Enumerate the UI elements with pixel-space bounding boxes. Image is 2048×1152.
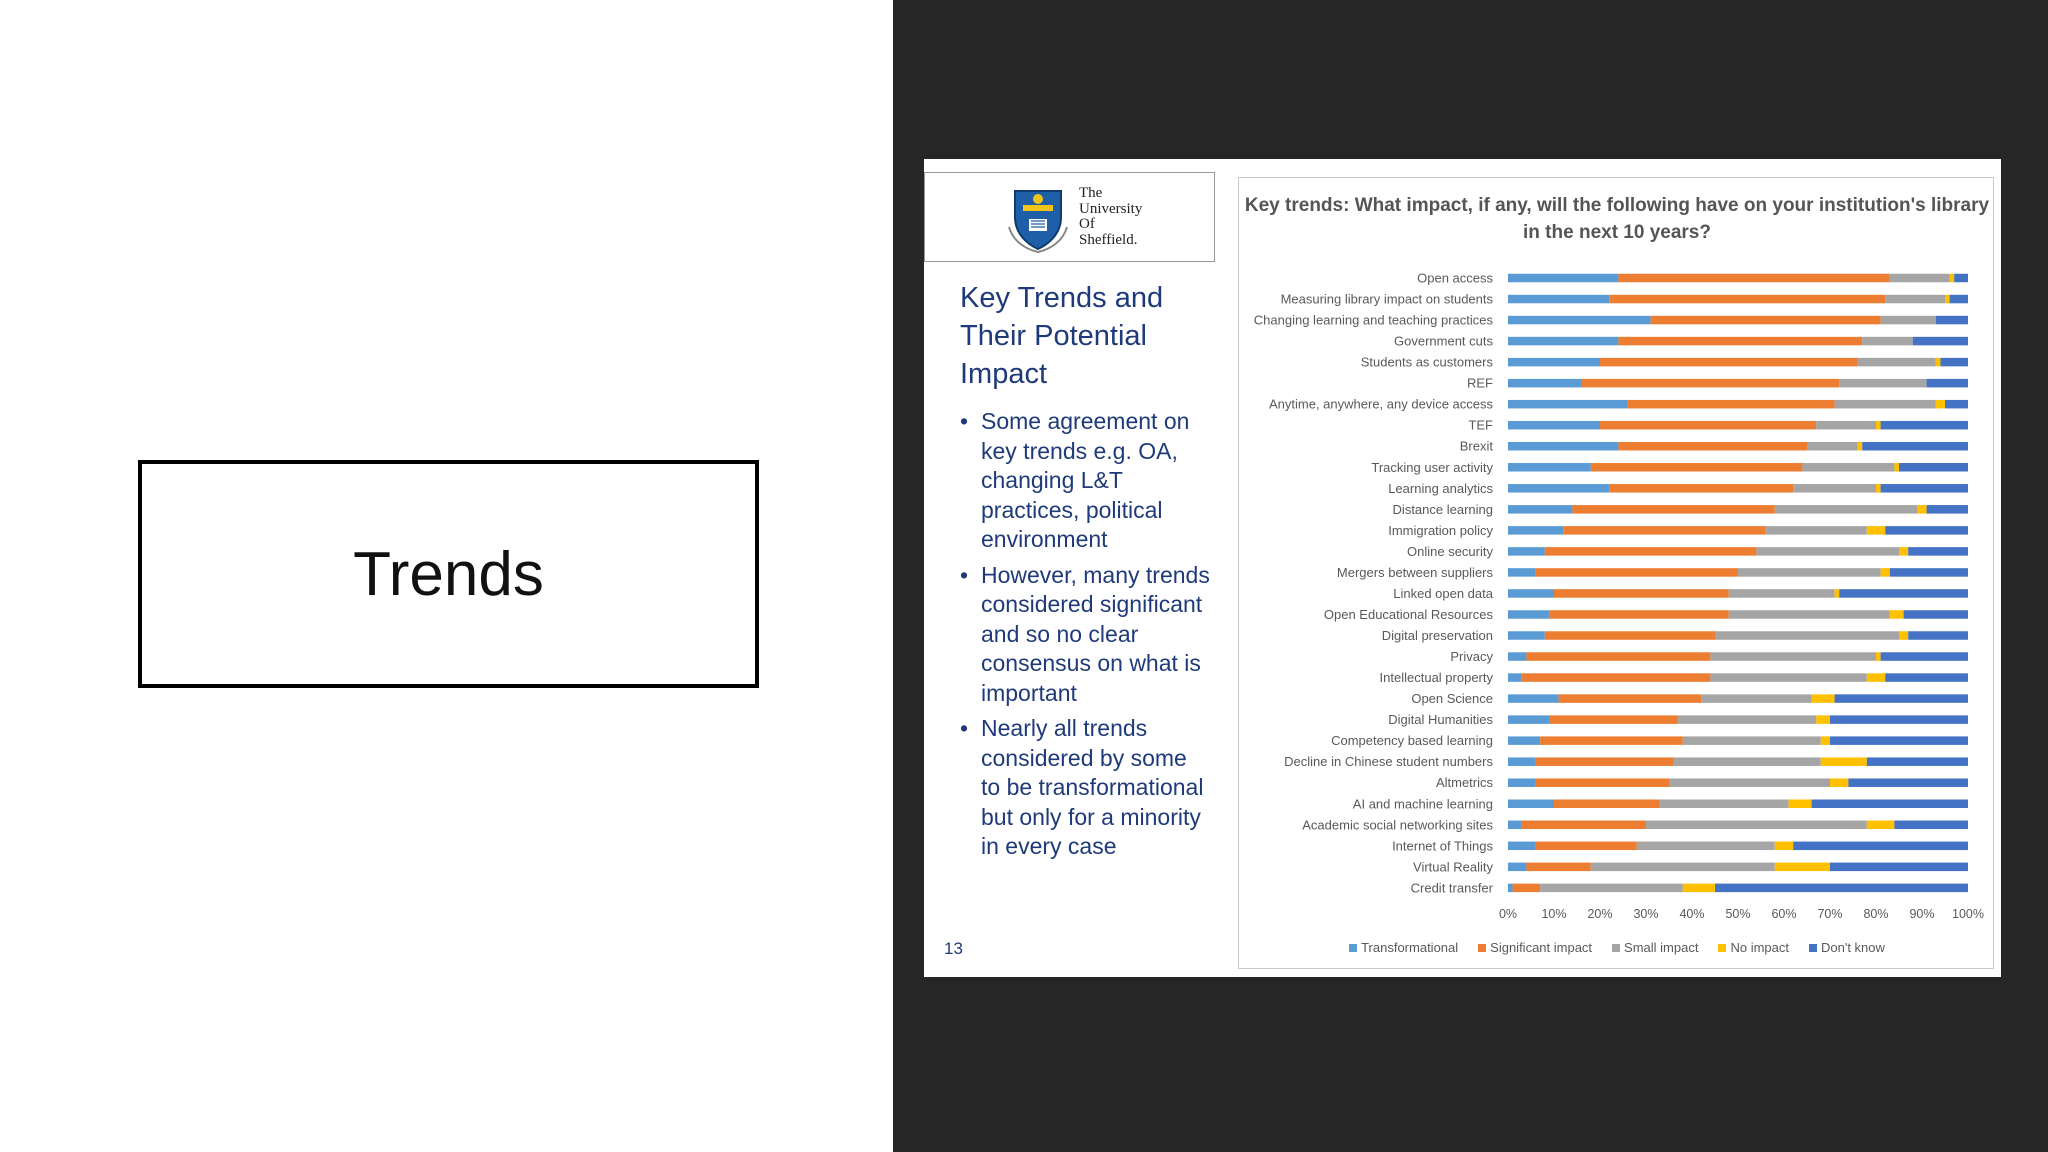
bar-segment (1618, 442, 1807, 451)
category-label: Credit transfer (1410, 880, 1493, 896)
bar-segment (1559, 694, 1702, 703)
bar-segment (1508, 800, 1554, 809)
bar-segment (1710, 673, 1866, 682)
category-label: Mergers between suppliers (1336, 564, 1493, 580)
bar-segment (1913, 337, 1968, 346)
bar-segment (1885, 295, 1945, 304)
bar-segment (1945, 400, 1968, 409)
bar-segment (1862, 337, 1913, 346)
category-label: Learning analytics (1388, 480, 1493, 496)
category-label: Distance learning (1392, 501, 1493, 517)
bar-segment (1899, 631, 1908, 640)
category-label: Immigration policy (1388, 522, 1493, 538)
chart-legend (1239, 940, 1995, 955)
bar-segment (1508, 379, 1582, 388)
bar-segment (1848, 778, 1968, 787)
bar-segment (1738, 568, 1881, 577)
category-label: Anytime, anywhere, any device access (1269, 396, 1493, 412)
bar-segment (1775, 863, 1830, 872)
bar-segment (1508, 715, 1549, 724)
category-label: Internet of Things (1392, 838, 1493, 854)
bar-segment (1508, 736, 1540, 745)
bar-segment (1508, 421, 1600, 430)
university-crest-icon (1007, 183, 1069, 253)
bar-segment (1821, 736, 1830, 745)
category-label: Open access (1417, 270, 1493, 286)
bar-segment (1540, 736, 1683, 745)
bar-segment (1927, 505, 1968, 513)
bar-segment (1701, 694, 1811, 703)
bar-segment (1839, 379, 1926, 388)
bar-segment (1508, 337, 1618, 346)
bar-segment (1802, 463, 1894, 472)
bar-segment (1683, 736, 1821, 745)
bar-segment (1508, 358, 1600, 367)
logo-line-1: The (1079, 185, 1103, 201)
bar-segment (1513, 884, 1541, 893)
bar-segment (1830, 715, 1968, 724)
legend-item (1809, 940, 1885, 955)
bar-segment (1816, 715, 1830, 724)
bar-segment (1867, 673, 1885, 682)
bar-segment (1876, 421, 1881, 430)
bar-segment (1812, 694, 1835, 703)
slide-number: 13 (944, 939, 963, 958)
legend-swatch (1718, 944, 1726, 952)
x-tick-label: 10% (1541, 906, 1567, 921)
bar-segment (1536, 778, 1669, 787)
x-tick-label: 40% (1679, 906, 1705, 921)
bar-segment (1775, 505, 1918, 513)
bar-segment (1885, 526, 1968, 535)
bar-segment (1536, 568, 1738, 577)
bar-segment (1936, 358, 1941, 367)
bar-segment (1522, 673, 1711, 682)
category-label: Brexit (1459, 438, 1493, 454)
category-label: Digital Humanities (1388, 712, 1493, 728)
bar-segment (1899, 547, 1908, 556)
bar-segment (1572, 505, 1774, 513)
bar-segment (1890, 274, 1950, 283)
bar-segment (1867, 526, 1885, 535)
x-tick-label: 60% (1771, 906, 1797, 921)
bar-segment (1816, 421, 1876, 430)
logo-line-4: Sheffield. (1079, 231, 1138, 248)
x-tick-label: 30% (1633, 906, 1659, 921)
bar-segment (1508, 442, 1618, 451)
section-title-box (138, 460, 759, 688)
bar-segment (1908, 631, 1968, 640)
bar-segment (1508, 589, 1554, 598)
stacked-bar-chart (1239, 178, 1995, 938)
legend-label: Small impact (1624, 940, 1699, 955)
bar-segment (1899, 463, 1968, 472)
bar-segment (1945, 295, 1950, 304)
bar-segment (1508, 463, 1591, 472)
bar-segment (1508, 316, 1651, 325)
bar-segment (1508, 673, 1522, 682)
bar-segment (1793, 484, 1876, 493)
bar-segment (1683, 884, 1715, 893)
bar-segment (1729, 610, 1890, 619)
bar-segment (1793, 842, 1968, 851)
legend-swatch (1349, 944, 1357, 952)
bar-segment (1591, 463, 1803, 472)
bar-segment (1936, 316, 1968, 325)
category-label: AI and machine learning (1352, 796, 1493, 812)
bar-segment (1536, 842, 1637, 851)
bar-segment (1927, 379, 1968, 388)
bar-segment (1609, 295, 1885, 304)
bar-segment (1775, 842, 1793, 851)
bar-segment (1508, 842, 1536, 851)
category-label: REF (1467, 375, 1493, 391)
bar-segment (1812, 800, 1968, 809)
bar-segment (1582, 379, 1840, 388)
bar-segment (1508, 505, 1572, 513)
bar-segment (1908, 547, 1968, 556)
bar-segment (1508, 884, 1513, 893)
bar-segment (1549, 715, 1678, 724)
bar-segment (1646, 821, 1867, 830)
bar-segment (1545, 631, 1715, 640)
category-label: Students as customers (1360, 354, 1493, 370)
bar-segment (1835, 400, 1936, 409)
bar-segment (1881, 568, 1890, 577)
bar-segment (1881, 484, 1968, 493)
category-label: Intellectual property (1379, 670, 1493, 686)
legend-label: Transformational (1361, 940, 1459, 955)
category-label: Competency based learning (1331, 733, 1493, 749)
bullet-list (960, 407, 1210, 868)
bar-segment (1508, 631, 1545, 640)
legend-swatch (1612, 944, 1620, 952)
bullet-item: • Nearly all trends considered by some to be transformational but only for a minority in every case (960, 714, 1210, 862)
bar-segment (1830, 736, 1968, 745)
bar-segment (1904, 610, 1968, 619)
bar-segment (1950, 274, 1955, 283)
x-tick-label: 70% (1817, 906, 1843, 921)
bar-segment (1830, 778, 1848, 787)
category-label: Government cuts (1394, 333, 1493, 349)
category-label: Academic social networking sites (1302, 817, 1493, 833)
bar-segment (1867, 757, 1968, 766)
bar-segment (1508, 694, 1559, 703)
bar-segment (1890, 568, 1968, 577)
bar-segment (1549, 610, 1728, 619)
bar-segment (1715, 631, 1899, 640)
bar-segment (1669, 778, 1830, 787)
category-label: Measuring library impact on students (1280, 291, 1493, 307)
legend-item (1718, 940, 1789, 955)
bar-segment (1508, 610, 1549, 619)
category-label: Privacy (1450, 649, 1493, 665)
embedded-slide (924, 159, 2001, 977)
bar-segment (1890, 610, 1904, 619)
bar-segment (1710, 652, 1876, 661)
category-label: Open Educational Resources (1323, 606, 1493, 622)
bar-segment (1876, 652, 1881, 661)
bar-segment (1618, 337, 1862, 346)
bar-segment (1876, 484, 1881, 493)
bar-segment (1508, 484, 1609, 493)
bar-segment (1917, 505, 1926, 513)
legend-label: Significant impact (1490, 940, 1593, 955)
category-label: Open Science (1411, 691, 1493, 707)
category-label: Virtual Reality (1413, 859, 1493, 875)
bar-segment (1554, 589, 1729, 598)
legend-item (1349, 940, 1458, 955)
category-label: Tracking user activity (1371, 459, 1493, 475)
bar-segment (1756, 547, 1899, 556)
bar-segment (1894, 821, 1968, 830)
bar-segment (1950, 295, 1968, 304)
bar-segment (1554, 800, 1660, 809)
bar-segment (1508, 526, 1563, 535)
bar-segment (1651, 316, 1881, 325)
x-tick-label: 50% (1725, 906, 1751, 921)
legend-label: No impact (1730, 940, 1789, 955)
bar-segment (1637, 842, 1775, 851)
bar-segment (1807, 442, 1858, 451)
bar-segment (1508, 400, 1628, 409)
bar-segment (1885, 673, 1968, 682)
bar-segment (1674, 757, 1821, 766)
category-label: Online security (1407, 543, 1493, 559)
x-tick-label: 0% (1498, 906, 1518, 921)
bar-segment (1591, 863, 1775, 872)
bar-segment (1821, 757, 1867, 766)
bar-segment (1609, 484, 1793, 493)
bar-segment (1508, 757, 1536, 766)
bar-segment (1881, 421, 1968, 430)
bar-segment (1839, 589, 1968, 598)
bar-segment (1867, 821, 1895, 830)
x-tick-label: 90% (1909, 906, 1935, 921)
bar-segment (1536, 757, 1674, 766)
bar-segment (1508, 652, 1526, 661)
category-label: Decline in Chinese student numbers (1284, 754, 1493, 770)
bar-segment (1508, 821, 1522, 830)
section-title: Trends (353, 539, 544, 609)
bar-segment (1954, 274, 1968, 283)
bar-segment (1830, 863, 1968, 872)
chart-title: Key trends: What impact, if any, will the following have on your institution's library in the next 10 years? (1244, 195, 1990, 243)
bar-segment (1862, 442, 1968, 451)
bar-segment (1858, 358, 1936, 367)
x-tick-label: 100% (1952, 906, 1984, 921)
university-name (1079, 186, 1142, 248)
legend-item (1612, 940, 1698, 955)
bar-segment (1618, 274, 1889, 283)
bar-segment (1789, 800, 1812, 809)
category-label: Changing learning and teaching practices (1253, 312, 1493, 328)
bar-segment (1563, 526, 1765, 535)
logo-line-3: Of (1079, 216, 1095, 232)
x-tick-label: 20% (1587, 906, 1613, 921)
bar-segment (1660, 800, 1789, 809)
bar-segment (1508, 568, 1536, 577)
legend-label: Don't know (1821, 940, 1885, 955)
bar-segment (1729, 589, 1835, 598)
chart-container (1238, 177, 1994, 969)
bar-segment (1628, 400, 1835, 409)
bar-segment (1540, 884, 1683, 893)
bullet-item: • Some agreement on key trends e.g. OA, changing L&T practices, political environment (960, 407, 1210, 555)
bar-segment (1940, 358, 1968, 367)
bar-segment (1936, 400, 1945, 409)
left-slide (0, 0, 893, 1152)
legend-swatch (1809, 944, 1817, 952)
bar-segment (1526, 863, 1590, 872)
slide-heading: Key Trends and Their Potential Impact (960, 282, 1164, 390)
bullet-item: • However, many trends considered significant and so no clear consensus on what is important (960, 561, 1210, 709)
bar-segment (1715, 884, 1968, 893)
category-label: TEF (1468, 417, 1493, 433)
bar-segment (1766, 526, 1867, 535)
bar-segment (1600, 358, 1858, 367)
bar-segment (1508, 295, 1609, 304)
bar-segment (1881, 652, 1968, 661)
category-label: Digital preservation (1381, 628, 1493, 644)
category-label: Linked open data (1393, 585, 1493, 601)
bar-segment (1508, 778, 1536, 787)
bar-segment (1522, 821, 1646, 830)
bar-segment (1526, 652, 1710, 661)
category-label: Altmetrics (1435, 775, 1493, 791)
bar-segment (1678, 715, 1816, 724)
bar-segment (1508, 274, 1618, 283)
bar-segment (1508, 547, 1545, 556)
bar-segment (1835, 589, 1840, 598)
x-tick-label: 80% (1863, 906, 1889, 921)
bar-segment (1508, 863, 1526, 872)
bar-segment (1835, 694, 1968, 703)
legend-item (1478, 940, 1592, 955)
legend-swatch (1478, 944, 1486, 952)
bar-segment (1881, 316, 1936, 325)
bar-segment (1545, 547, 1757, 556)
university-logo (924, 172, 1215, 262)
bar-segment (1858, 442, 1863, 451)
bar-segment (1894, 463, 1899, 472)
bar-segment (1600, 421, 1816, 430)
logo-line-2: University (1079, 200, 1143, 217)
